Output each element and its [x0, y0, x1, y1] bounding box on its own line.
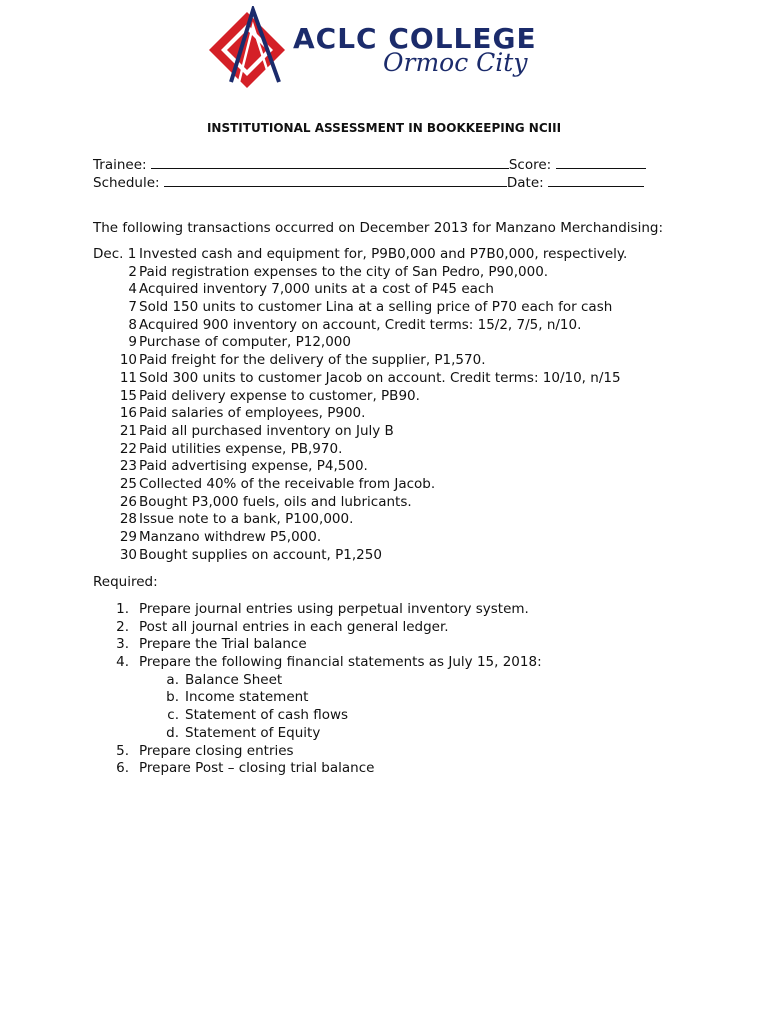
logo-city: Ormoc City [383, 48, 528, 77]
transaction-day: 22 [119, 440, 137, 457]
requirement-text: Prepare closing entries [139, 742, 294, 759]
transaction-text: Bought P3,000 fuels, oils and lubricants. [139, 493, 412, 510]
transaction-text: Sold 150 units to customer Lina at a selling price of P70 each for cash [139, 299, 613, 316]
transaction-day: 11 [119, 369, 137, 386]
requirement-text: Prepare the Trial balance [139, 636, 307, 653]
requirement-text: Prepare Post – closing trial balance [139, 760, 375, 777]
transaction-text: Paid registration expenses to the city of San Pedro, P90,000. [139, 263, 549, 280]
transaction-day: Dec. 1 [93, 246, 137, 262]
date-blank [548, 174, 644, 187]
transaction-day: 28 [119, 511, 137, 528]
transaction-day: 25 [119, 475, 137, 492]
requirement-number: 6. [116, 760, 129, 777]
transaction-text: Bought supplies on account, P1,250 [139, 546, 382, 563]
requirement-number: 4. [116, 654, 129, 671]
transaction-text: Sold 300 units to customer Jacob on account. Credit terms: 10/10, n/15 [139, 369, 621, 386]
transaction-text: Issue note to a bank, P100,000. [139, 511, 354, 528]
transaction-day: 9 [128, 334, 137, 351]
statement-text: Statement of cash flows [185, 707, 349, 724]
requirement-text: Prepare the following financial statements as July 15, 2018: [139, 654, 542, 671]
statement-text: Income statement [185, 689, 309, 706]
transaction-text: Acquired inventory 7,000 units at a cost of P45 each [139, 281, 494, 298]
transaction-text: Paid freight for the delivery of the supplier, P1,570. [139, 352, 486, 369]
schedule-blank [164, 174, 507, 187]
transaction-day: 30 [119, 546, 137, 563]
transaction-text: Manzano withdrew P5,000. [139, 529, 322, 545]
transaction-day: 15 [119, 387, 137, 404]
requirement-number: 2. [116, 618, 129, 635]
transaction-text: Purchase of computer, P12,000 [139, 334, 351, 351]
transaction-text: Paid delivery expense to customer, PB90. [139, 387, 420, 404]
trainee-label: Trainee: [93, 157, 147, 173]
logo-title: ACLC COLLEGE [293, 22, 537, 55]
transaction-day: 23 [119, 458, 137, 475]
college-logo-mark-icon [205, 6, 295, 88]
transaction-text: Paid utilities expense, PB,970. [139, 440, 343, 457]
requirement-number: 5. [116, 742, 129, 759]
transaction-text: Paid advertising expense, P4,500. [139, 458, 368, 475]
page-title: INSTITUTIONAL ASSESSMENT IN BOOKKEEPING NCIII [206, 121, 562, 135]
transaction-day: 2 [128, 263, 137, 280]
transaction-day: 4 [128, 281, 137, 298]
trainee-blank [151, 156, 509, 169]
statement-letter: d. [166, 724, 179, 741]
transaction-day: 21 [119, 422, 137, 439]
requirement-text: Post all journal entries in each general ledger. [139, 618, 449, 635]
transaction-day: 16 [119, 405, 137, 422]
transaction-day: 8 [128, 316, 137, 333]
statement-text: Statement of Equity [185, 724, 321, 741]
transaction-day: 29 [119, 529, 137, 545]
required-heading: Required: [93, 574, 158, 590]
requirement-number: 1. [116, 601, 129, 617]
statement-letter: a. [166, 671, 179, 688]
transaction-day: 26 [119, 493, 137, 510]
requirement-text: Prepare journal entries using perpetual inventory system. [139, 601, 529, 617]
statement-text: Balance Sheet [185, 671, 283, 688]
transaction-text: Paid all purchased inventory on July B [139, 422, 394, 439]
transaction-text: Collected 40% of the receivable from Jacob. [139, 475, 436, 492]
transaction-text: Acquired 900 inventory on account, Credit terms: 15/2, 7/5, n/10. [139, 316, 582, 333]
schedule-row [93, 174, 644, 191]
transaction-day: 7 [128, 299, 137, 316]
requirement-number: 3. [116, 636, 129, 653]
statement-letter: b. [166, 689, 179, 706]
transaction-text: Invested cash and equipment for, P9B0,000 and P7B0,000, respectively. [139, 246, 628, 262]
transaction-text: Paid salaries of employees, P900. [139, 405, 366, 422]
trainee-row [93, 156, 646, 173]
score-label: Score: [508, 157, 552, 173]
college-logo [205, 6, 535, 88]
score-blank [556, 156, 646, 169]
date-label: Date: [506, 175, 544, 191]
intro-text: The following transactions occurred on December 2013 for Manzano Merchandising: [93, 220, 663, 236]
statement-letter: c. [167, 707, 179, 724]
schedule-label: Schedule: [93, 175, 160, 191]
transaction-day: 10 [119, 352, 137, 369]
